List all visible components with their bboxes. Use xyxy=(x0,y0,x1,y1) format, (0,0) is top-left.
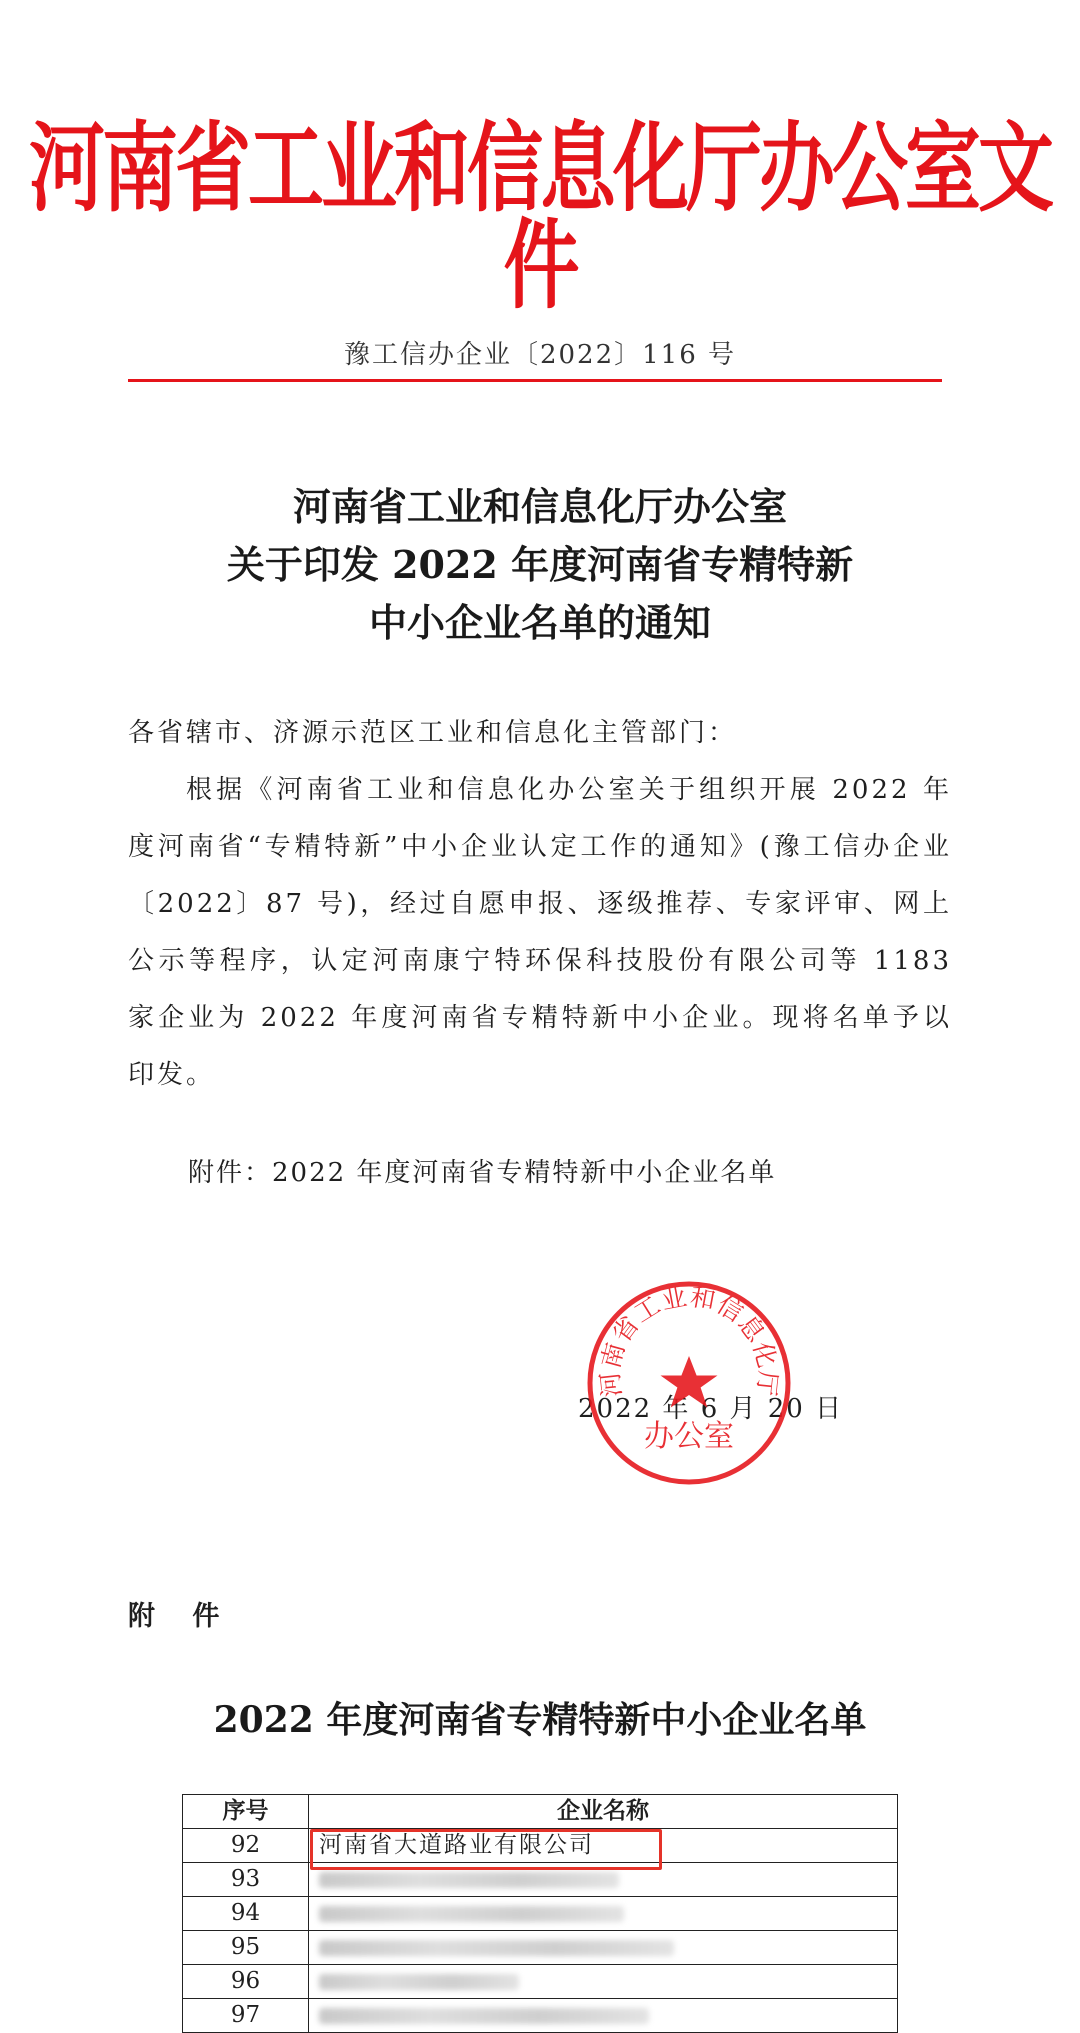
table-row xyxy=(183,1931,898,1965)
recipients-line: 各省辖市、济源示范区工业和信息化主管部门： xyxy=(128,718,738,748)
row-number: 96 xyxy=(183,1965,309,1999)
redacted-text xyxy=(319,1940,674,1956)
highlight-box xyxy=(310,1829,662,1870)
seal-star-icon xyxy=(661,1356,718,1408)
redacted-text xyxy=(319,1906,624,1922)
table-row xyxy=(183,1965,898,1999)
header-company-name: 企业名称 xyxy=(309,1795,898,1829)
redacted-text xyxy=(319,2008,649,2024)
seal-arc-text: 河南省工业和信息化厅 xyxy=(595,1281,783,1399)
document-number: 豫工信办企业〔2022〕116 号 xyxy=(343,340,737,370)
row-number: 93 xyxy=(183,1863,309,1897)
seal-bottom-text: 办公室 xyxy=(644,1419,734,1454)
issue-date: 2022 年 6 月 20 日 xyxy=(578,1394,844,1424)
red-divider-line xyxy=(128,379,942,382)
table-header-row xyxy=(183,1795,898,1829)
row-company-name-redacted xyxy=(309,1999,898,2033)
row-number: 95 xyxy=(183,1931,309,1965)
row-company-name: 河南省大道路业有限公司 xyxy=(309,1829,898,1863)
notice-title-line-3: 中小企业名单的通知 xyxy=(368,600,711,645)
row-number: 97 xyxy=(183,1999,309,2033)
notice-title-line-2: 关于印发 2022 年度河南省专精特新 xyxy=(226,542,854,587)
attachment-label: 附 件 xyxy=(128,1601,234,1632)
letterhead-title: 河南省工业和信息化厅办公室文件 xyxy=(29,111,1051,323)
company-list-title: 2022 年度河南省专精特新中小企业名单 xyxy=(213,1699,867,1741)
attachment-reference: 附件：2022 年度河南省专精特新中小企业名单 xyxy=(188,1158,777,1188)
row-number: 92 xyxy=(183,1829,309,1863)
table-row xyxy=(183,1897,898,1931)
redacted-text xyxy=(319,1872,619,1888)
row-company-name-redacted xyxy=(309,1897,898,1931)
redacted-text xyxy=(319,1974,519,1990)
header-serial: 序号 xyxy=(183,1795,309,1829)
table-row xyxy=(183,1999,898,2033)
official-seal-icon xyxy=(584,1278,794,1488)
row-number: 94 xyxy=(183,1897,309,1931)
row-company-name-redacted xyxy=(309,1931,898,1965)
notice-body-paragraph: 根据《河南省工业和信息化办公室关于组织开展 2022 年度河南省“专精特新”中小企业认定工作的通知》(豫工信办企业〔2022〕87 号)，经过自愿申报、逐级推荐、专家评审、网上公示等程序，认定河南康宁特环保科技股份有限公司等 1183 家企业为 2022 年度河南省专精特新中小企业。现将名单予以印发。 xyxy=(128,775,952,1090)
row-company-name-redacted xyxy=(309,1965,898,1999)
notice-title xyxy=(0,478,1080,652)
notice-title-line-1: 河南省工业和信息化厅办公室 xyxy=(292,484,787,529)
